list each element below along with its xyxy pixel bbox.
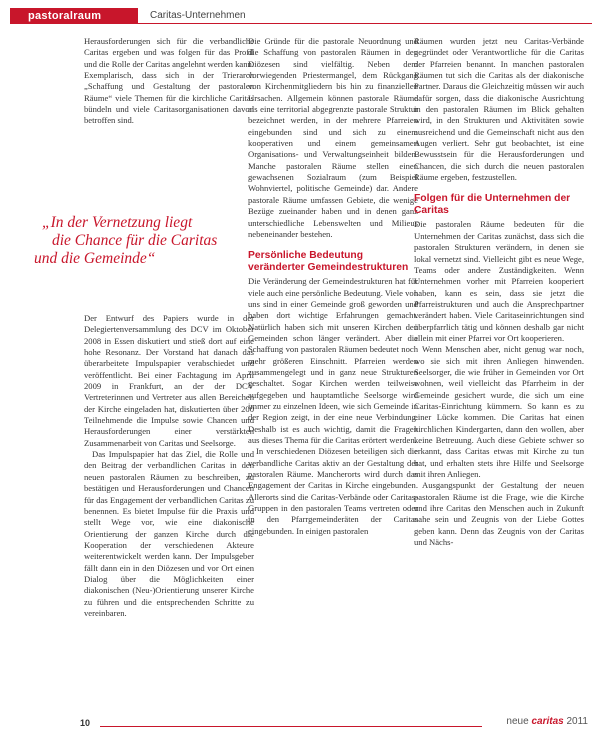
paragraph: Die Gründe für die pastorale Neuordnung und die Schaffung von pastoralen Räumen in den Diözesen sind vielfältig. Neben dem vorwiegenden Priestermangel, dem Rückgang von Kirchenmitgliedern bis hin zu finanziellen Ursachen. Allgemein können pastorale Räume als eine territorial abgegrenzte pastorale Struktur bezeichnet werden, in der mehrere Pfarreien eingebunden sind und sich zu einem kooperativen und einem gemeinsamen Organisations- und Verwaltungseinheit bilden. Manche pastoralen Räume stellen einen gewachsenen Sozialraum (zum Beispiel Wohnviertel, politische Gemeinde) dar. Andere pastorale Räume umfassen Gebiete, die wenige Bezüge zueinander haben und in denen ganz unterschiedliche Lebenswelten und Milieus nebeneinander bestehen.	[248, 36, 418, 239]
page-number: 10	[80, 718, 91, 728]
section-heading: Folgen für die Unternehmen der Caritas	[414, 193, 571, 216]
page-footer	[0, 716, 602, 736]
paragraph: Ausgangspunkt der Gestaltung der neuen pastoralen Räume ist die Frage, wie die Kirche und ihre Caritas den Menschen auch in Zukunft nahe sein und Zeugnis von der Liebe Gottes geben kann. Denn das Zeugnis von der Caritas und Nächs-	[414, 480, 584, 548]
paragraph: Herausforderungen sich für die verbandliche Caritas ergeben und was folgen für das Profil und die Rolle der Caritas angelehnt werden kann. Exemplarisch, dass sich in der Trierarch „Schaffung und Gestaltung der pastoralen Räume“ viele Themen für die kirchliche Caritas bündeln und viele Caritasorganisationen davon betroffen sind.	[84, 36, 254, 126]
column-1-bottom	[84, 313, 254, 619]
paragraph: Das Impulspapier hat das Ziel, die Rolle und den Beitrag der verbandlichen Caritas in den neuen pastoralen Räumen zu beschreiben, zu bestätigen und Herausforderungen und Chancen für das Engagement der verbandlichen Caritas zu benennen. Es bietet Impulse für die Praxis und stellt Wege vor, wie eine diakonische Orientierung der ganzen Kirche durch die Kooperation der verschiedenen Akteure weiterentwickelt werden kann. Der Impulsgeber fällt dann ein in den Diözesen und vor Ort einen Dialog über die Möglichkeiten einer diakonischen (Neu-)Orientierung unserer Kirche zu führen und die entsprechenden Schritte zu vereinbaren.	[84, 449, 254, 618]
quote-line: die Chance für die Caritas	[52, 232, 218, 249]
section-tag: pastoralraum	[10, 8, 138, 24]
paragraph: Die Veränderung der Gemeindestrukturen hat für viele auch eine persönliche Bedeutung. Viele von uns sind in einer Gemeinde groß geworden und haben dort wichtige Erfahrungen gemacht. Natürlich haben sich mit unseren Kirchen den Gemeinden schon länger verändert. Aber die Schaffung von pastoralen Räumen bedeutet noch mehr größeren Einschnitt. Pfarreien werden zusammengelegt und in ganz neue Strukturen geschaltet. Sogar Kirchen werden teilweise aufgegeben und hauptamtliche Seelsorge wird immer zu einzelnen Ideen, wie sich Gemeinde in der Region zeigt, in der eine neue Verbindung. Deshalb ist es auch wichtig, damit die Fragen aus dieses Thema für die Caritas erörtert werden.	[248, 276, 418, 445]
quote-line: „In der Vernetzung liegt	[42, 214, 193, 231]
column-2	[248, 36, 418, 537]
section-subtitle: Caritas-Unternehmen	[150, 10, 246, 21]
paragraph: Der Entwurf des Papiers wurde in der Delegiertenversammlung des DCV im Oktober 2008 in Essen diskutiert und stieß dort auf eine hohe Resonanz. Der Vorstand hat danach das überarbeitete Impulspapier verabschiedet und veröffentlicht. Bei einer Fachtagung im April 2009 in Frankfurt, an der der DCV Vertreterinnen und Vertreter aus allen Bereichen der Kirche eingeladen hat, diskutierten über 200 Teilnehmende die Impulse sowie Chancen und Herausforderungen einer verstärkten Zusammenarbeit von Caritas und Seelsorge.	[84, 313, 254, 448]
brand-prefix: neue	[506, 716, 529, 727]
publication-name	[506, 716, 588, 727]
column-3	[414, 36, 584, 548]
footer-rule	[100, 726, 482, 727]
pull-quote	[26, 214, 240, 268]
page-header	[10, 8, 592, 26]
paragraph: In verschiedenen Diözesen beteiligen sich die verbandliche Caritas aktiv an der Gestaltung der pastoralen Räume. Mancherorts wird durch das Engagement der Caritas in Kirche eingebunden. Allerorts sind die Caritas-Verbände oder Caritas-Gruppen in den pastoralen Teams vertreten oder in den Pfarrgemeinderäten der Caritas eingebunden. In einigen pastoralen	[248, 446, 418, 536]
section-heading: Persönliche Bedeutung veränderter Gemeindestrukturen	[248, 250, 409, 273]
paragraph: Wenn Menschen aber, nicht genug war noch, wo sie sich mit ihren Anliegen hinwenden. Seelsorger, die wie früher in Gemeinden vor Ort wohnen, weil vielleicht das Pfarrheim in der Gemeinde gesichert wurde, die sich um eine Caritas-Einrichtung kümmern. So kann es zu einer Lücke kommen. Die Caritas hat einen kirchlichen Kindergarten, dann den wollen, aber keine Betreuung. Auch diese Gebiete schwer so erkannt, dass Caritas etwas mit Kirche zu tun hat, und erhalten stets ihre Hilfe und Seelsorge mit ihren Anliegen.	[414, 344, 584, 480]
quote-line: und die Gemeinde“	[34, 250, 156, 267]
paragraph: Räumen wurden jetzt neu Caritas-Verbände gegründet oder Verantwortliche für die Caritas der Pfarreien benannt. In manchen pastoralen Räumen tut sich die Caritas als der diakonische Partner. Daraus die Gleichzeitig müssen wir auch dafür sorgen, dass die diakonische Ausrichtung in den pastoralen Räumen im Blick gehalten wird, in den Strukturen und Aktivitäten sowie ausreichend und die Gemeinschaft nicht aus den Augen verliert. Sehr gut beobachtet, ist eine Bewusstsein für die Herausforderungen und Chancen, die sich durch die neuen pastoralen Räume ergeben, festzustellen.	[414, 36, 584, 183]
brand-name: caritas	[531, 716, 564, 727]
paragraph: Die pastoralen Räume bedeuten für die Unternehmen der Caritas zunächst, dass sich die pastoralen Strukturen verändern, in denen sie lokal vernetzt sind. Vielleicht gibt es neue Wege, Teams oder andere Zuständigkeiten. Wenn Unternehmen vorher mit Pfarreien kooperiert haben, kann es sein, dass sie jetzt die Pfarreistrukturen und auch die Ansprechpartner verändert haben. Viele Caritaseinrichtungen sind überpfarrlich tätig und können deshalb gar nicht allein mit einer Pfarrei vor Ort kooperieren.	[414, 219, 584, 343]
column-1-top	[84, 36, 254, 127]
brand-suffix: 2011	[566, 716, 588, 727]
